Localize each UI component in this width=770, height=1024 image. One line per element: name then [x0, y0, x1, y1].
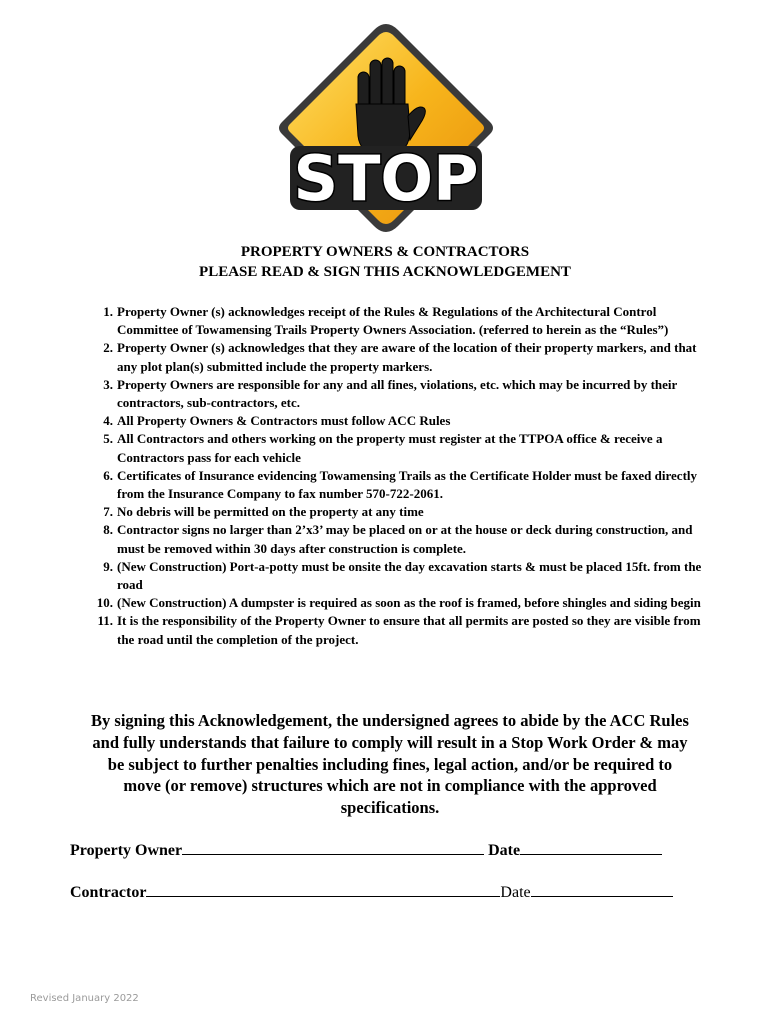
list-item-number: 6.: [103, 467, 113, 483]
list-item: [66, 303, 706, 339]
list-item-text: All Property Owners & Contractors must follow ACC Rules: [117, 413, 451, 429]
list-item: [66, 503, 706, 521]
list-item-text: (New Construction) Port-a-potty must be onsite the day excavation starts & must be placed 15ft. from the road: [117, 558, 702, 593]
stop-logo-text: STOP: [293, 142, 479, 215]
revision-footer: Revised January 2022: [30, 993, 139, 1004]
list-item-text: All Contractors and others working on the property must register at the TTPOA office & receive a Contractors pass for each vehicle: [117, 431, 663, 465]
list-item-number: 11.: [97, 613, 113, 629]
list-item-number: 2.: [103, 340, 113, 356]
list-item-number: 4.: [103, 413, 113, 429]
list-item-text: It is the responsibility of the Property Owner to ensure that all permits are posted so they are visible from the road until the completion of the project.: [117, 613, 701, 647]
document-title-line-2: PLEASE READ & SIGN THIS ACKNOWLEDGEMENT: [199, 264, 571, 280]
contractor-date-field[interactable]: [531, 882, 673, 897]
list-item-number: 3.: [103, 376, 113, 392]
date-label: Date: [500, 884, 531, 901]
list-item-number: 5.: [103, 431, 113, 447]
list-item-text: (New Construction) A dumpster is required as soon as the roof is framed, before shingles and siding begin: [117, 595, 701, 611]
date-label: Date: [488, 842, 521, 859]
stop-sign-logo: [272, 20, 500, 238]
list-item-text: No debris will be permitted on the property at any time: [117, 504, 424, 520]
list-item-text: Property Owner (s) acknowledges receipt of the Rules & Regulations of the Architectural Control Committee of Towamensing Trails Property Owners Association. (referred to herein as the “Rules”): [117, 304, 669, 338]
property-owner-label: Property Owner: [70, 842, 183, 859]
list-item: [66, 339, 706, 375]
list-item: [66, 558, 706, 594]
list-item-text: Certificates of Insurance evidencing Towamensing Trails as the Certificate Holder must be faxed directly from the Insurance Company to fax number 570-722-2061.: [117, 467, 698, 502]
property-owner-signature-field[interactable]: [182, 840, 484, 855]
list-item-text: Property Owners are responsible for any and all fines, violations, etc. which may be incurred by their contractors, sub-contractors, etc.: [117, 376, 678, 411]
rules-list: [66, 303, 706, 649]
acknowledgement-statement: By signing this Acknowledgement, the undersigned agrees to abide by the ACC Rules and fully understands that failure to comply will result in a Stop Work Order & may be subject to further penalties including fines, legal action, and/or be required to move (or remove) structures which are not in compliance with the approved specifications.: [91, 711, 689, 818]
list-item-text: Property Owner (s) acknowledges that they are aware of the location of their property markers, and that any plot plan(s) submitted include the property markers.: [117, 340, 697, 374]
list-item-number: 1.: [103, 304, 113, 319]
list-item: [66, 594, 706, 612]
list-item-number: 9.: [103, 558, 113, 574]
owner-date-field[interactable]: [520, 840, 662, 855]
contractor-signature-line: [70, 882, 673, 902]
list-item: [66, 430, 706, 466]
property-owner-signature-line: [70, 840, 662, 860]
list-item-number: 7.: [103, 504, 113, 520]
list-item: [66, 376, 706, 412]
list-item: [66, 612, 706, 648]
contractor-signature-field[interactable]: [146, 882, 500, 897]
list-item: [66, 412, 706, 430]
list-item-number: 10.: [96, 595, 113, 611]
document-title-line-1: PROPERTY OWNERS & CONTRACTORS: [240, 244, 530, 260]
list-item: [66, 467, 706, 503]
list-item-text: Contractor signs no larger than 2’x3’ may be placed on or at the house or deck during construction, and must be removed within 30 days after construction is complete.: [117, 522, 693, 556]
contractor-label: Contractor: [70, 884, 147, 901]
list-item: [66, 521, 706, 557]
list-item-number: 8.: [103, 522, 113, 538]
